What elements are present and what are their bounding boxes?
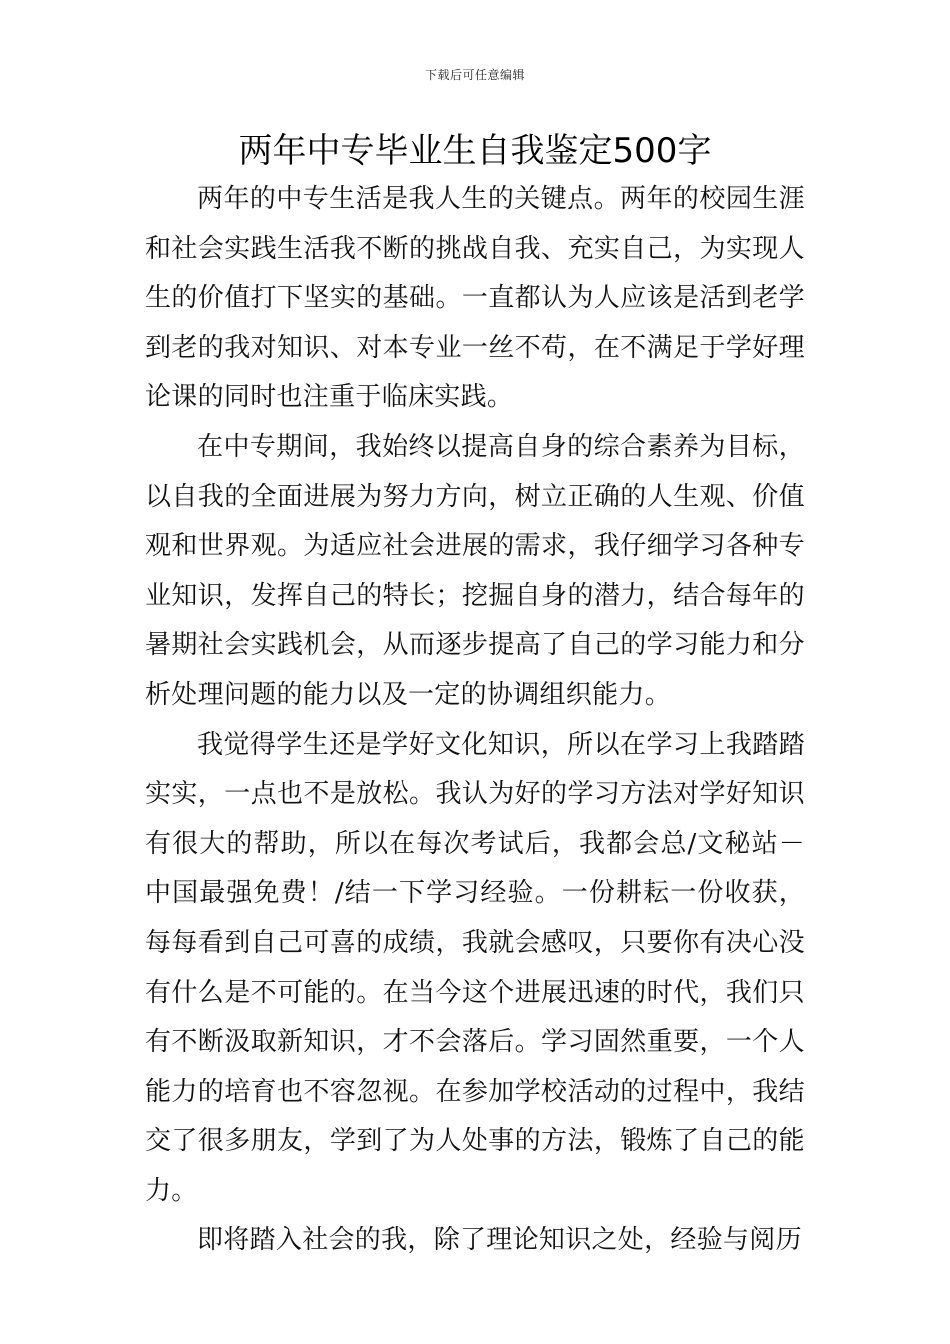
paragraph-4: 即将踏入社会的我，除了理论知识之处，经验与阅历 [197,1225,802,1256]
document-body [145,175,805,1266]
document-title: 两年中专毕业生自我鉴定500字 [238,131,712,171]
paragraph-3: 我觉得学生还是学好文化知识，所以在学习上我踏踏实实，一点也不是放松。我认为好的学习方法对学好知识有很大的帮助，所以在每次考试后，我都会总/文秘站－中国最强免费！/结一下学习经验。一份耕耘一份收获，每每看到自己可喜的成绩，我就会感叹，只要你有决心没有什么是不可能的。在当今这个进展迅速的时代，我们只有不断汲取新知识，才不会落后。学习固然重要，一个人能力的培育也不容忽视。在参加学校活动的过程中，我结交了很多朋友，学到了为人处事的方法，锻炼了自己的能力。 [145,729,805,1206]
paragraph-2: 在中专期间，我始终以提高自身的综合素养为目标，以自我的全面进展为努力方向，树立正确的人生观、价值观和世界观。为适应社会进展的需求，我仔细学习各种专业知识，发挥自己的特长；挖掘自身的潜力，结合每年的暑期社会实践机会，从而逐步提高了自己的学习能力和分析处理问题的能力以及一定的协调组织能力。 [145,431,805,710]
paragraph-1: 两年的中专生活是我人生的关键点。两年的校园生涯和社会实践生活我不断的挑战自我、充实自己，为实现人生的价值打下坚实的基础。一直都认为人应该是活到老学到老的我对知识、对本专业一丝不苟，在不满足于学好理论课的同时也注重于临床实践。 [145,184,805,413]
header-note: 下载后可任意编辑 [424,68,525,82]
